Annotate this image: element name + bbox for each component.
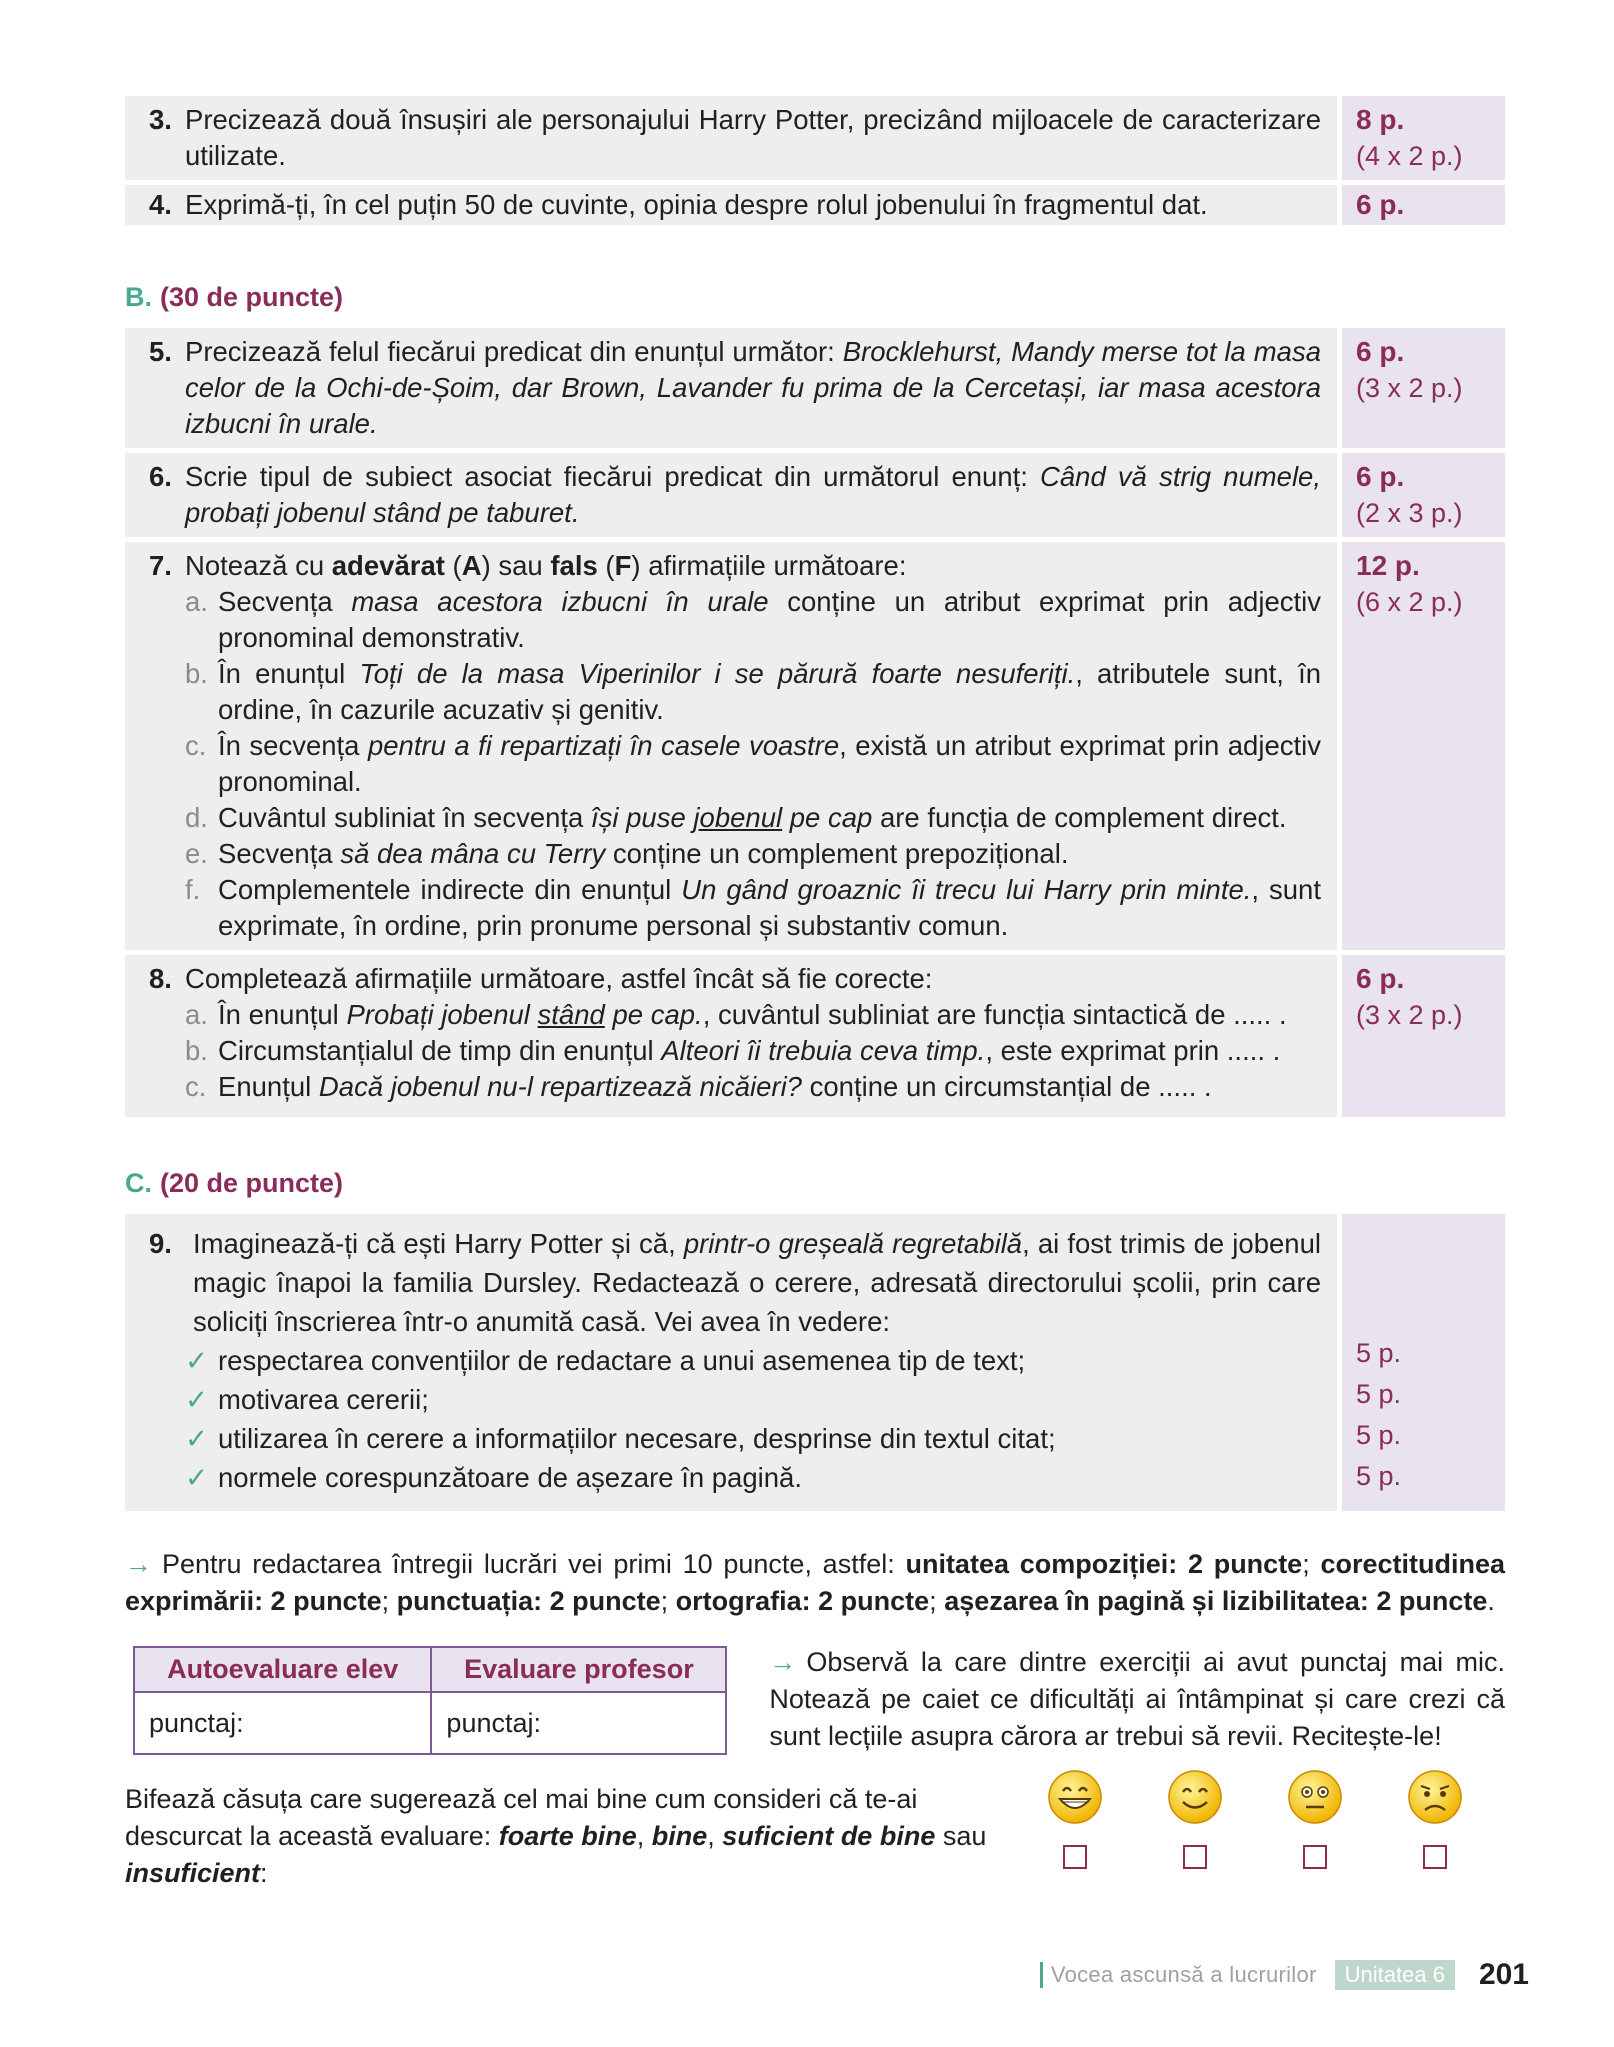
criteria-item: ✓ respectarea convențiilor de redactare a unui asemenea tip de text;	[185, 1341, 1321, 1380]
question-text: Scrie tipul de subiect asociat fiecărui predicat din următorul enunț: Când vă strig numele, probați jobenul stând pe taburet.	[185, 461, 1321, 528]
questions-table-a	[125, 91, 1505, 230]
evaluation-area	[125, 1646, 1505, 1755]
section-label: (20 de puncte)	[160, 1168, 344, 1198]
question-row	[125, 328, 1505, 448]
sub-item: d. Cuvântul subliniat în secvența își puse jobenul pe cap are funcția de complement direct.	[185, 802, 1287, 833]
arrow-right-icon: →	[769, 1647, 797, 1677]
sub-item: b. Circumstanțialul de timp din enunțul Alteori îi trebuia ceva timp., este exprimat prin ..... .	[185, 1035, 1281, 1066]
question-number: 3.	[149, 104, 172, 135]
footer-book-title: Vocea ascunsă a lucrurilor	[1050, 1962, 1317, 1987]
page-footer	[1040, 1958, 1529, 1992]
question-row	[125, 453, 1505, 537]
checkbox-icon[interactable]	[1063, 1845, 1087, 1869]
question-text: Imaginează-ți că ești Harry Potter și că, printr-o greșeală regretabilă, ai fost trimis de jobenul magic înapoi la familia Dursley. Redactează o cerere, adresată directorului școlii, prin care soliciți înscrierea într-o anumită casă. Vei avea în vedere: ✓ respectarea convențiilor de redactare a unui asemenea tip de text; ✓ motivarea cererii; ✓ utilizarea în cerere a informațiilor necesare, desprinse din textul citat; ✓ normele corespunzătoare de așezare în pagină.	[193, 1224, 1321, 1497]
sub-item: a. În enunțul Probați jobenul stând pe cap., cuvântul subliniat are funcția sintactică de ..... .	[185, 999, 1287, 1030]
question-number: 9.	[149, 1228, 172, 1259]
question-points-detail: (4 x 2 p.)	[1356, 141, 1463, 171]
arrow-right-icon: →	[125, 1549, 152, 1579]
footer-unit-badge: Unitatea 6	[1335, 1960, 1455, 1990]
question-points-detail: (3 x 2 p.)	[1356, 373, 1463, 403]
question-row	[125, 542, 1505, 950]
section-label: (30 de puncte)	[160, 282, 344, 312]
neutral-face-icon	[1287, 1769, 1343, 1825]
evaluation-table	[133, 1646, 727, 1755]
teacher-score-cell[interactable]: punctaj:	[431, 1692, 726, 1754]
sub-item: b. În enunțul Toți de la masa Viperinilor i se părură foarte nesuferiți., atributele sunt, în ordine, în cazurile acuzativ și genitiv.	[185, 658, 1322, 725]
sub-item: c. În secvența pentru a fi repartizați în casele voastre, există un atribut exprimat prin adjectiv pronominal.	[185, 730, 1321, 797]
check-mark-icon: ✓	[185, 1462, 209, 1493]
question-row	[125, 185, 1505, 225]
check-mark-icon: ✓	[185, 1384, 209, 1415]
page-number: 201	[1478, 1958, 1529, 1991]
criteria-points: 5 p.	[1356, 1379, 1402, 1409]
criteria-points: 5 p.	[1356, 1461, 1402, 1491]
checkbox-icon[interactable]	[1183, 1845, 1207, 1869]
emoji-rating	[1015, 1769, 1495, 1892]
question-number: 5.	[149, 336, 172, 367]
question-number: 6.	[149, 461, 172, 492]
question-text: Notează cu adevărat (A) sau fals (F) afirmațiile următoare: a. Secvența masa acestora izbucni în urale conține un atribut exprimat prin adjectiv pronominal demonstrativ. b. În enunțul Toți de la masa Viperinilor i se părură foarte nesuferiți., atributele sunt, în ordine, în cazurile acuzativ și genitiv. c. În secvența pentru a fi repartizați în casele voastre, există un atribut exprimat prin adjectiv pronominal. d. Cuvântul subliniat în secvența își puse jobenul pe cap are funcția de complement direct. e. Secvența să dea mâna cu Terry conține un complement prepozițional. f. Complementele indirecte din enunțul Un gând groaznic îi trecu lui Harry prin minte., sunt exprimate, în ordine, prin pronume personal și substantiv comun.	[185, 548, 1321, 944]
worried-face-icon	[1407, 1769, 1463, 1825]
section-letter: C.	[125, 1168, 152, 1198]
check-mark-icon: ✓	[185, 1345, 209, 1376]
question-row	[125, 955, 1505, 1117]
question-points: 6 p.	[1356, 336, 1405, 367]
col-teacher-evaluation: Evaluare profesor	[431, 1647, 726, 1692]
sub-item: a. Secvența masa acestora izbucni în urale conține un atribut exprimat prin adjectiv pronominal demonstrativ.	[185, 586, 1321, 653]
questions-table-c	[125, 1209, 1505, 1516]
question-text: Exprimă-ți, în cel puțin 50 de cuvinte, opinia despre rolul jobenului în fragmentul dat.	[185, 189, 1208, 220]
checkbox-icon[interactable]	[1423, 1845, 1447, 1869]
smiling-face-icon	[1167, 1769, 1223, 1825]
page-content	[125, 96, 1505, 1892]
question-number: 7.	[149, 550, 172, 581]
question-text: Precizează felul fiecărui predicat din enunțul următor: Brocklehurst, Mandy merse tot la masa celor de la Ochi-de-Șoim, dar Brown, Lavander fu prima de la Cercetași, iar masa acestora izbucni în urale.	[185, 336, 1321, 439]
section-heading-c	[125, 1168, 1505, 1199]
question-points: 12 p.	[1356, 550, 1420, 581]
grading-note: → Pentru redactarea întregii lucrări vei primi 10 puncte, astfel: unitatea compoziției: 2 puncte; corectitudinea exprimării: 2 puncte; punctuația: 2 puncte; ortografia: 2 puncte; așezarea în pagină și lizibilitatea: 2 puncte.	[125, 1549, 1505, 1616]
question-points: 6 p.	[1356, 461, 1405, 492]
rating-option	[1135, 1769, 1255, 1892]
self-check-area	[125, 1781, 1505, 1892]
question-row	[125, 96, 1505, 180]
sub-item: f. Complementele indirecte din enunțul Un gând groaznic îi trecu lui Harry prin minte., sunt exprimate, în ordine, prin pronume personal și substantiv comun.	[185, 874, 1321, 941]
criteria-item: ✓ normele corespunzătoare de așezare în pagină.	[185, 1458, 1321, 1497]
criteria-points: 5 p.	[1356, 1338, 1402, 1368]
self-score-cell[interactable]: punctaj:	[134, 1692, 431, 1754]
self-check-text: Bifează căsuța care sugerează cel mai bine cum consideri că te-ai descurcat la această evaluare: foarte bine, bine, suficient de bine sau insuficient:	[125, 1784, 987, 1888]
rating-option	[1255, 1769, 1375, 1892]
grinning-face-icon	[1047, 1769, 1103, 1825]
question-text: Precizează două însușiri ale personajului Harry Potter, precizând mijloacele de caracterizare utilizate.	[185, 104, 1321, 171]
question-number: 8.	[149, 963, 172, 994]
question-points: 6 p.	[1356, 189, 1405, 220]
question-text: Completează afirmațiile următoare, astfel încât să fie corecte: a. În enunțul Probați jobenul stând pe cap., cuvântul subliniat are funcția sintactică de ..... . b. Circumstanțialul de timp din enunțul Alteori îi trebuia ceva timp., este exprimat prin ..... . c. Enunțul Dacă jobenul nu-l repartizează nicăieri? conține un circumstanțial de ..... .	[185, 961, 1321, 1105]
sub-item: e. Secvența să dea mâna cu Terry conține un complement prepozițional.	[185, 838, 1069, 869]
question-points: 6 p.	[1356, 963, 1405, 994]
section-letter: B.	[125, 282, 152, 312]
question-number: 4.	[149, 189, 172, 220]
criteria-item: ✓ utilizarea în cerere a informațiilor necesare, desprinse din textul citat;	[185, 1419, 1321, 1458]
question-points: 8 p.	[1356, 104, 1405, 135]
questions-table-b	[125, 323, 1505, 1122]
question-row	[125, 1214, 1505, 1511]
sub-item: c. Enunțul Dacă jobenul nu-l repartizează nicăieri? conține un circumstanțial de ..... .	[185, 1071, 1212, 1102]
rating-option	[1375, 1769, 1495, 1892]
check-mark-icon: ✓	[185, 1423, 209, 1454]
observe-note: → Observă la care dintre exerciții ai avut punctaj mai mic. Notează pe caiet ce dificultăți ai întâmpinat și care crezi că sunt lecțiile asupra cărora ar trebui să revii. Recitește-le!	[769, 1647, 1505, 1751]
section-heading-b	[125, 282, 1505, 313]
criteria-item: ✓ motivarea cererii;	[185, 1380, 1321, 1419]
question-points-detail: (6 x 2 p.)	[1356, 587, 1463, 617]
question-points-detail: (2 x 3 p.)	[1356, 498, 1463, 528]
col-self-evaluation: Autoevaluare elev	[134, 1647, 431, 1692]
criteria-points: 5 p.	[1356, 1420, 1402, 1450]
checkbox-icon[interactable]	[1303, 1845, 1327, 1869]
question-points-detail: (3 x 2 p.)	[1356, 1000, 1463, 1030]
rating-option	[1015, 1769, 1135, 1892]
footer-divider	[1040, 1962, 1043, 1988]
